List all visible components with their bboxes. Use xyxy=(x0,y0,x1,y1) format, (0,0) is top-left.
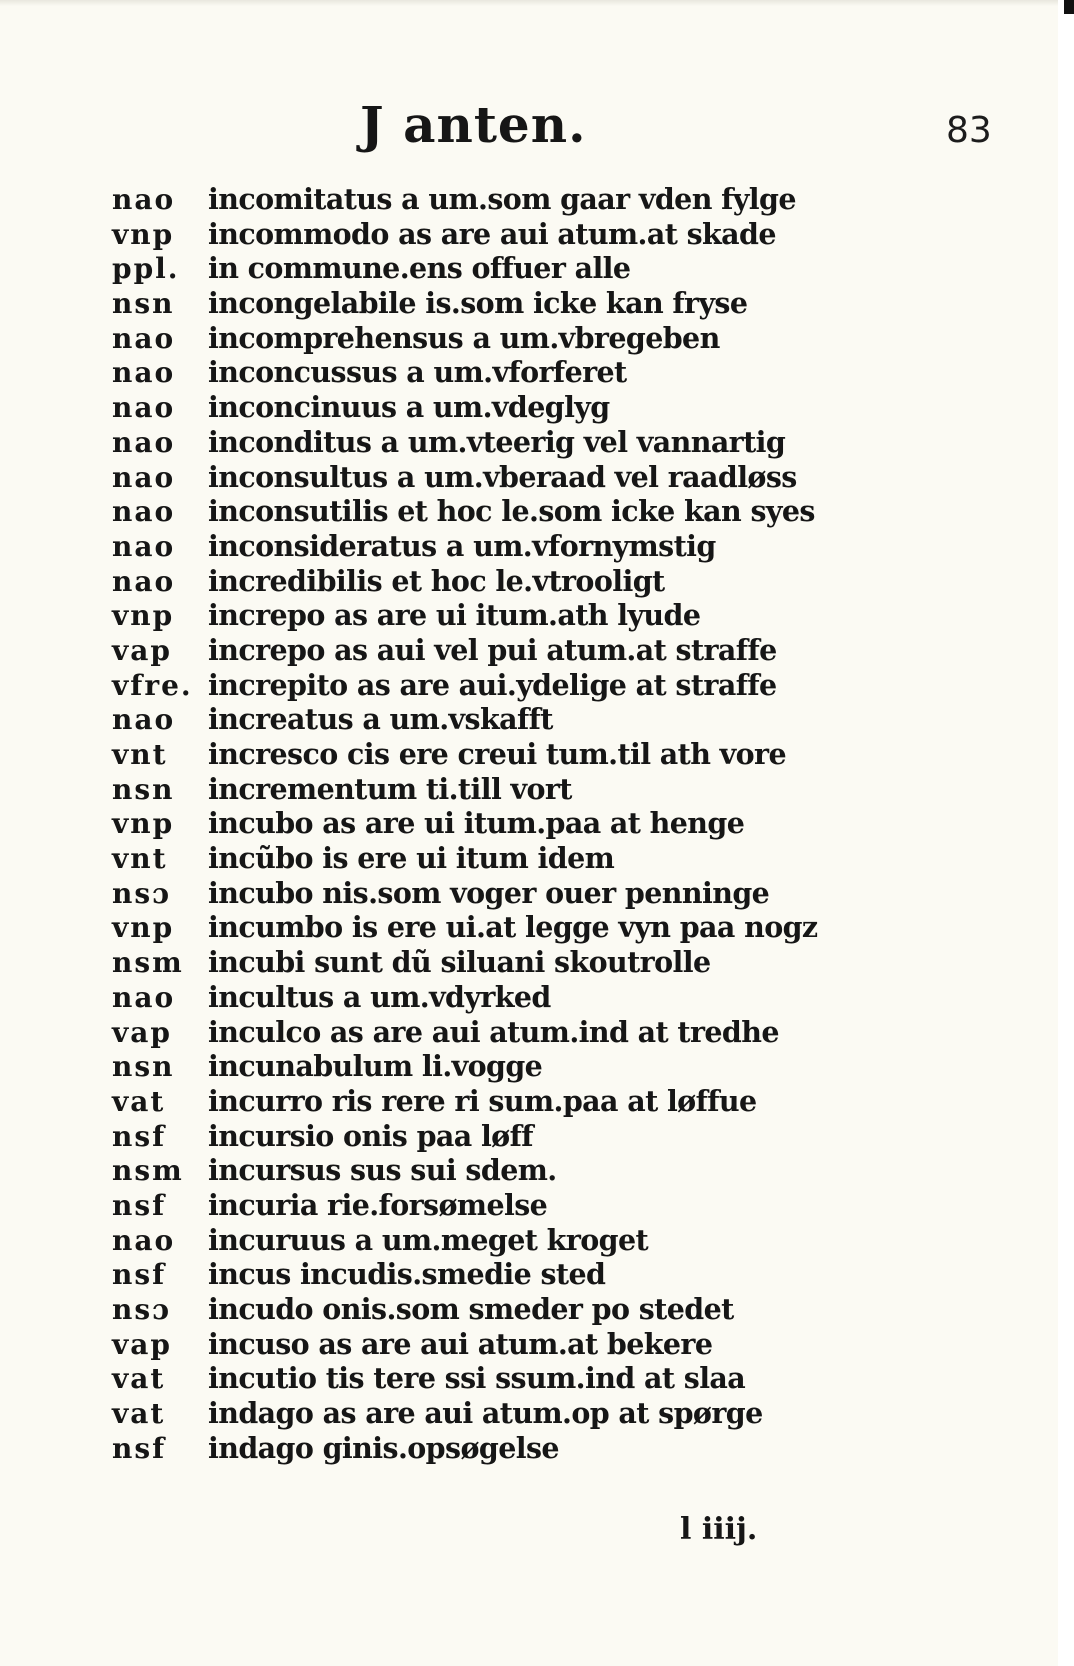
entry-grammar-code: nao xyxy=(112,529,176,563)
entry-text: incredibilis et hoc le.vtrooligt xyxy=(208,563,665,598)
dictionary-entry xyxy=(112,702,1012,737)
entry-grammar-code: vnt xyxy=(112,738,168,771)
dictionary-entry xyxy=(112,1361,1012,1396)
entry-grammar-code: vnp xyxy=(112,807,175,841)
entry-grammar-code: vap xyxy=(112,1015,172,1049)
entry-grammar-code: nsɔ xyxy=(112,876,172,910)
entry-text: incursus sus sui sdem. xyxy=(208,1153,557,1188)
dictionary-entry xyxy=(112,1327,1012,1362)
entry-text: incursio onis paa løff xyxy=(208,1118,533,1153)
entry-text: increpito as are aui.ydelige at straffe xyxy=(208,667,777,702)
dictionary-entry xyxy=(112,1431,1012,1466)
dictionary-entry xyxy=(112,321,1012,356)
entry-grammar-code: nao xyxy=(112,460,176,494)
dictionary-entry xyxy=(112,806,1012,841)
dictionary-entry xyxy=(112,1188,1012,1223)
dictionary-entry xyxy=(112,1257,1012,1292)
entry-text: increpo as are ui itum.ath lyude xyxy=(208,598,701,633)
dictionary-entry xyxy=(112,1396,1012,1431)
dictionary-entry xyxy=(112,251,1012,286)
entry-text: inconsutilis et hoc le.som icke kan syes xyxy=(208,494,815,529)
scan-corner-mark xyxy=(1064,0,1074,14)
entry-grammar-code: nao xyxy=(112,980,176,1014)
entry-grammar-code: nsɔ xyxy=(112,1293,172,1326)
entry-grammar-code: nao xyxy=(112,495,176,529)
entry-grammar-code: nsn xyxy=(112,1050,175,1084)
entry-text: inconditus a um.vteerig vel vannartig xyxy=(208,424,786,459)
entry-text: inconcinuus a um.vdeglyg xyxy=(208,390,610,425)
entry-grammar-code: vap xyxy=(112,633,172,667)
signature-mark: l iiij. xyxy=(680,1512,758,1547)
entry-text: incubo as are ui itum.paa at henge xyxy=(208,806,745,841)
entry-grammar-code: nao xyxy=(112,391,176,425)
dictionary-entry xyxy=(112,529,1012,564)
entry-text: increatus a um.vskafft xyxy=(208,702,553,737)
dictionary-entry-list xyxy=(112,182,1012,1465)
entry-text: incrementum ti.till vort xyxy=(208,771,572,806)
entry-grammar-code: vat xyxy=(112,1084,166,1118)
entry-grammar-code: nao xyxy=(112,1223,176,1257)
dictionary-entry xyxy=(112,182,1012,217)
dictionary-entry xyxy=(112,425,1012,460)
entry-grammar-code: vnp xyxy=(112,911,175,945)
entry-text: increpo as aui vel pui atum.at straffe xyxy=(208,632,777,667)
entry-grammar-code: vnp xyxy=(112,217,175,251)
dictionary-entry xyxy=(112,737,1012,772)
entry-text: inconsultus a um.vberaad vel raadløss xyxy=(208,459,797,494)
dictionary-entry xyxy=(112,1049,1012,1084)
entry-text: incuruus a um.meget kroget xyxy=(208,1222,649,1257)
entry-text: incudo onis.som smeder po stedet xyxy=(208,1292,734,1326)
dictionary-entry xyxy=(112,1084,1012,1119)
dictionary-entry xyxy=(112,841,1012,876)
entry-grammar-code: nao xyxy=(112,321,176,355)
entry-text: incomprehensus a um.vbregeben xyxy=(208,320,720,355)
dictionary-entry xyxy=(112,910,1012,945)
dictionary-entry xyxy=(112,494,1012,529)
entry-grammar-code: vnp xyxy=(112,599,175,633)
dictionary-entry xyxy=(112,1153,1012,1188)
entry-text: inconsideratus a um.vfornymstig xyxy=(208,528,716,563)
dictionary-entry xyxy=(112,564,1012,599)
entry-text: inconcussus a um.vforferet xyxy=(208,355,627,390)
entry-text: incus incudis.smedie sted xyxy=(208,1257,606,1292)
entry-text: in commune.ens offuer alle xyxy=(208,251,631,286)
entry-text: indago as are aui atum.op at spørge xyxy=(208,1396,763,1431)
entry-grammar-code: nsm xyxy=(112,1154,184,1188)
entry-text: incũbo is ere ui itum idem xyxy=(208,841,615,876)
entry-text: incomitatus a um.som gaar vden fylge xyxy=(208,182,796,216)
entry-text: incultus a um.vdyrked xyxy=(208,979,551,1014)
entry-text: incuria rie.forsømelse xyxy=(208,1187,548,1222)
entry-grammar-code: nsf xyxy=(112,1258,167,1292)
dictionary-entry xyxy=(112,633,1012,668)
entry-text: incommodo as are aui atum.at skade xyxy=(208,216,776,251)
entry-grammar-code: vat xyxy=(112,1397,166,1431)
dictionary-entry xyxy=(112,668,1012,703)
entry-text: incurro ris rere ri sum.paa at løffue xyxy=(208,1083,757,1118)
entry-grammar-code: nao xyxy=(112,564,176,598)
dictionary-entry xyxy=(112,980,1012,1015)
dictionary-entry xyxy=(112,355,1012,390)
entry-grammar-code: nao xyxy=(112,183,176,216)
dictionary-entry xyxy=(112,1015,1012,1050)
dictionary-entry xyxy=(112,876,1012,911)
entry-text: incunabulum li.vogge xyxy=(208,1049,543,1084)
entry-grammar-code: nao xyxy=(112,356,176,390)
entry-text: incutio tis tere ssi ssum.ind at slaa xyxy=(208,1361,746,1396)
dictionary-entry xyxy=(112,460,1012,495)
dictionary-entry xyxy=(112,1223,1012,1258)
entry-grammar-code: ppl. xyxy=(112,252,180,286)
dictionary-entry xyxy=(112,772,1012,807)
entry-grammar-code: nsm xyxy=(112,946,184,980)
entry-grammar-code: nao xyxy=(112,425,176,459)
entry-grammar-code: nsf xyxy=(112,1431,167,1465)
dictionary-entry xyxy=(112,945,1012,980)
entry-grammar-code: nsn xyxy=(112,287,175,321)
entry-text: inculco as are aui atum.ind at tredhe xyxy=(208,1014,779,1049)
page-number: 83 xyxy=(946,110,992,151)
entry-text: incresco cis ere creui tum.til ath vore xyxy=(208,737,786,771)
entry-text: incumbo is ere ui.at legge vyn paa nogz xyxy=(208,910,818,945)
dictionary-entry xyxy=(112,390,1012,425)
running-head: J anten. xyxy=(360,95,587,154)
entry-grammar-code: nsn xyxy=(112,772,175,806)
entry-text: incubi sunt dũ siluani skoutrolle xyxy=(208,945,711,980)
dictionary-entry xyxy=(112,286,1012,321)
dictionary-entry xyxy=(112,217,1012,252)
entry-grammar-code: nsf xyxy=(112,1188,167,1222)
entry-grammar-code: vap xyxy=(112,1327,172,1361)
dictionary-entry xyxy=(112,598,1012,633)
scan-edge xyxy=(1058,0,1074,1666)
dictionary-entry xyxy=(112,1119,1012,1154)
page-top-shadow xyxy=(0,0,1058,6)
entry-text: incongelabile is.som icke kan fryse xyxy=(208,286,748,321)
entry-text: incuso as are aui atum.at bekere xyxy=(208,1326,713,1361)
entry-text: indago ginis.opsøgelse xyxy=(208,1430,559,1465)
entry-grammar-code: nao xyxy=(112,703,176,737)
entry-grammar-code: vnt xyxy=(112,842,168,876)
entry-text: incubo nis.som voger ouer penninge xyxy=(208,875,770,910)
entry-grammar-code: vfre. xyxy=(112,668,193,702)
entry-grammar-code: vat xyxy=(112,1362,166,1396)
entry-grammar-code: nsf xyxy=(112,1119,167,1153)
dictionary-entry xyxy=(112,1292,1012,1327)
